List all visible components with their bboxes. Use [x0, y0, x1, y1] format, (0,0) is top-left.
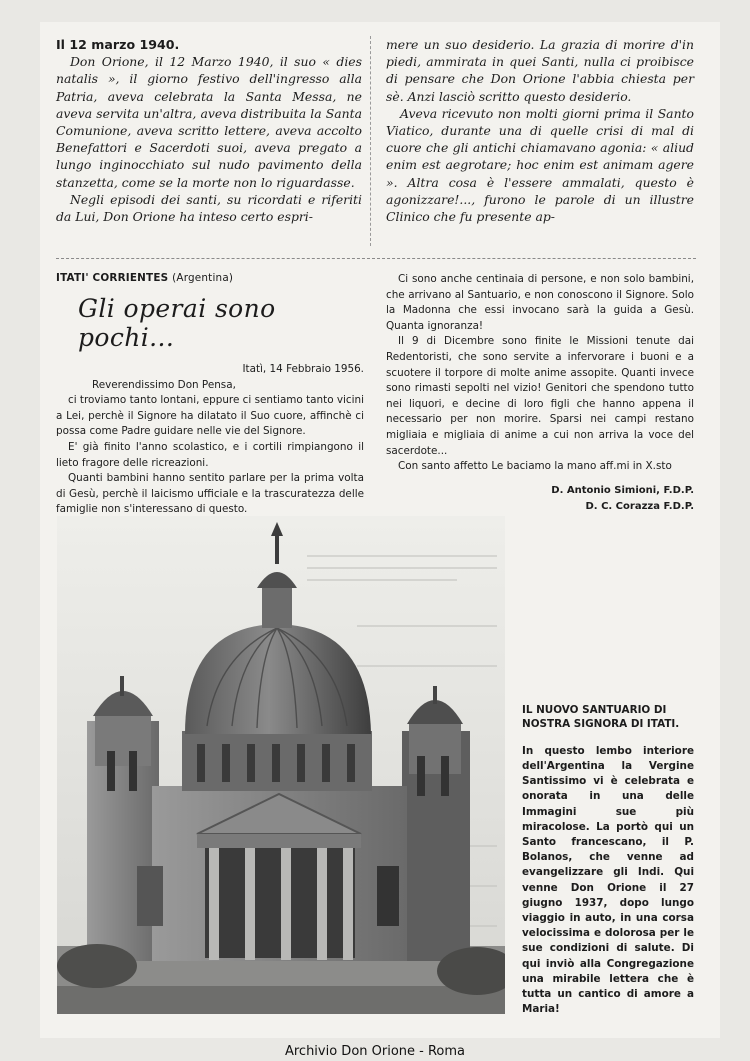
- letter-place-date: Itatì, 14 Febbraio 1956.: [242, 363, 364, 375]
- letter-paragraph: ci troviamo tanto lontani, eppure ci sentiamo tanto vicini a Lei, perchè il Signore ha dilatato il Suo cuore, affinchè ci possa come Padre guidare nelle vie del Signore.: [56, 394, 364, 438]
- footer-text: Archivio Don Orione - Roma: [281, 1044, 469, 1059]
- section-country: (Argentina): [172, 272, 234, 284]
- section-divider: [56, 258, 696, 259]
- signatures: [386, 483, 694, 515]
- article-left-column: [56, 36, 362, 225]
- article-paragraph: Don Orione, il 12 Marzo 1940, il suo « dies natalis », il giorno festivo dell'ingresso alla Patria, aveva celebrata la Santa Messa, ne aveva servita un'altra, aveva distribuita la Santa Comunione, aveva scritto lettere, aveva accolto Benefattori e Sacerdoti suoi, aveva pregato a lungo inginocchiato sul nudo pavimento della stanzetta, come se la morte non lo riguardasse.: [56, 54, 362, 190]
- photo-caption: [522, 703, 694, 1017]
- section-label: [56, 272, 364, 284]
- letter-left-column: [56, 272, 364, 518]
- section-place: ITATI' CORRIENTES: [56, 272, 169, 284]
- letter-salutation: Reverendissimo Don Pensa,: [92, 378, 236, 391]
- signature-line: D. C. Corazza F.D.P.: [585, 500, 694, 512]
- letter-paragraph: E' già finito l'anno scolastico, e i cortili rimpiangono il lieto fragore delle ricreazioni.: [56, 440, 364, 469]
- article-right-column: [386, 36, 694, 225]
- letter-right-column: [386, 272, 694, 515]
- sanctuary-photo: [57, 516, 505, 1014]
- column-divider: [370, 36, 371, 246]
- date-heading: Il 12 marzo 1940.: [56, 37, 180, 52]
- letter-title: Gli operai sono pochi...: [78, 294, 276, 352]
- letter-paragraph: Quanti bambini hanno sentito parlare per la prima volta di Gesù, perchè il laicismo ufficiale e la trascuratezza delle famiglie non s'interessano di questo.: [56, 472, 364, 516]
- archive-footer: [0, 1044, 750, 1059]
- letter-paragraph: Il 9 di Dicembre sono finite le Missioni tenute dai Redentoristi, che sono servite a infervorare i buoni e a scuotere il torpore di molte anime assopite. Quanti invece sono rimasti sepolti nel vizio! Genitori che spendono tutto nei liquori, e decine di loro figli che hanno appena il necessario per non morire. Sparsi nei campi restano migliaia e migliaia di anime a cui non arriva la voce del sacerdote...: [386, 335, 694, 457]
- article-paragraph: mere un suo desiderio. La grazia di morire d'in piedi, ammirata in quei Santi, nulla ci proibisce di pensare che Don Orione l'abbia chiesta per sè. Anzi lasciò scritto questo desiderio.: [386, 37, 694, 104]
- caption-title: IL NUOVO SANTUARIO DI NOSTRA SIGNORA DI ITATI.: [522, 704, 680, 731]
- article-top: [56, 36, 696, 246]
- letter-paragraph: Ci sono anche centinaia di persone, e non solo bambini, che arrivano al Santuario, e non conoscono il Signore. Solo la Madonna che essi invocano sarà la guida a Gesù. Quanta ignoranza!: [386, 273, 694, 332]
- sanctuary-illustration: [57, 516, 505, 1014]
- signature-line: D. Antonio Simioni, F.D.P.: [551, 484, 694, 496]
- letter-closing: Con santo affetto Le baciamo la mano aff.mi in X.sto: [398, 460, 672, 473]
- caption-body: In questo lembo interiore dell'Argentina la Vergine Santissimo vi è celebrata e onorata in una delle Immagini sue più miracolose. La portò qui un Santo francescano, il P. Bolanos, che venne ad evangelizzare gli Indi. Qui venne Don Orione il 27 giugno 1937, dopo lungo viaggio in auto, in una corsa velocissima e dolorosa per le sue condizioni di salute. Di qui inviò alla Congregazione una mirabile lettera che è tutta un cantico di amore a Maria!: [522, 744, 694, 1016]
- article-paragraph: Negli episodi dei santi, su ricordati e riferiti da Lui, Don Orione ha inteso certo espri-: [56, 191, 362, 225]
- article-paragraph: Aveva ricevuto non molti giorni prima il Santo Viatico, durante una di quelle crisi di mal di cuore che gli antichi chiamavano agonia: « aliud enim est aegrotare; hoc enim est animam agere ». Altra cosa è l'essere ammalati, questo è agonizzare!..., furono le parole di un illustre Clinico che fu presente ap-: [386, 105, 694, 225]
